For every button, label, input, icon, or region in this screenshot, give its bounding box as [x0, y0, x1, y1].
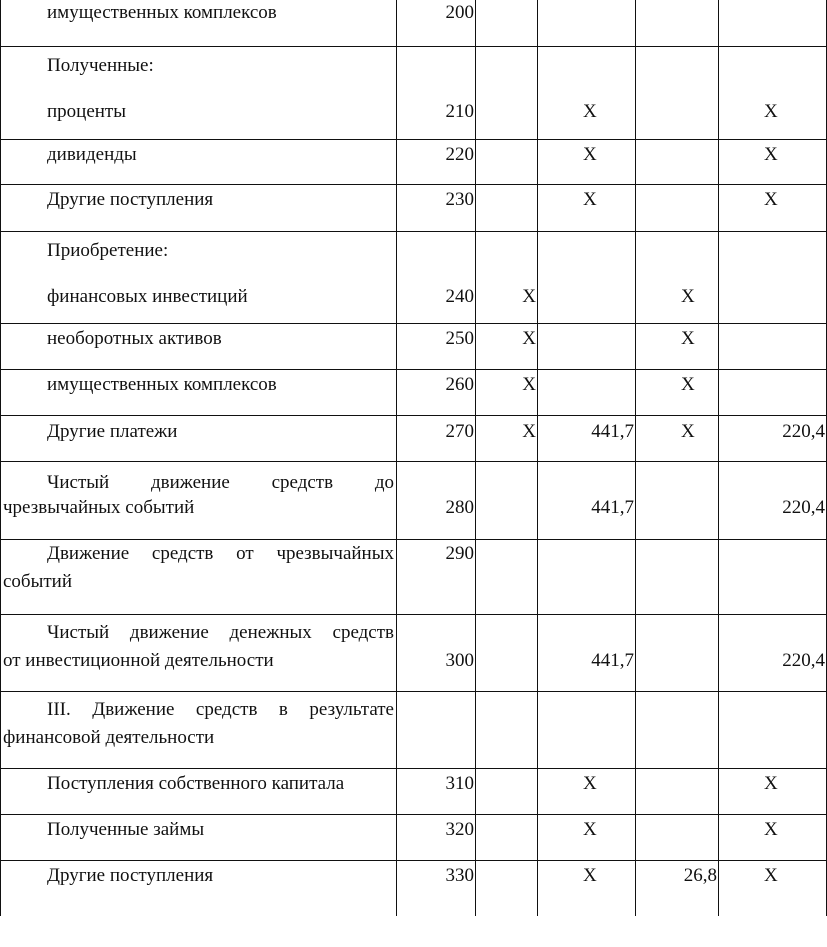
value-cell [719, 861, 827, 916]
row-label: Другие поступления [47, 189, 214, 210]
value-cell [538, 615, 636, 692]
row-code: 230 [445, 189, 474, 210]
row-label: финансовых инвестиций [47, 286, 248, 307]
value-cell [636, 324, 719, 370]
x-mark: X [681, 328, 695, 349]
row-code: 320 [445, 819, 474, 840]
value-cell [538, 324, 636, 370]
table-row [1, 324, 827, 370]
value-cell [538, 416, 636, 462]
x-mark: X [583, 819, 597, 840]
row-label-cell [1, 861, 397, 916]
row-label: имущественных комплексов [47, 2, 277, 23]
value-cell [636, 861, 719, 916]
value-cell [719, 815, 827, 861]
table-row [1, 540, 827, 615]
value-cell [538, 861, 636, 916]
value-cell [636, 416, 719, 462]
row-code-cell [397, 769, 476, 815]
value-cell [476, 769, 538, 815]
value-cell [719, 0, 827, 47]
table-row [1, 815, 827, 861]
value-cell [538, 47, 636, 140]
value-cell [538, 462, 636, 540]
value-cell [538, 0, 636, 47]
value-cell [476, 47, 538, 140]
table-row [1, 370, 827, 416]
amount-value: 220,4 [782, 421, 825, 442]
value-cell [476, 462, 538, 540]
row-label-cell [1, 185, 397, 232]
row-code-cell [397, 462, 476, 540]
row-label: Полученные: [47, 55, 154, 76]
value-cell [636, 47, 719, 140]
row-code-cell [397, 416, 476, 462]
value-cell [719, 324, 827, 370]
row-label-cell [1, 0, 397, 47]
value-cell [476, 615, 538, 692]
row-label: событий [3, 571, 73, 592]
amount-value: 441,7 [591, 650, 634, 671]
row-label-cell [1, 540, 397, 615]
row-label-cell [1, 232, 397, 324]
value-cell [538, 370, 636, 416]
row-code: 210 [445, 101, 474, 122]
row-label: Другие поступления [47, 865, 214, 886]
value-cell [636, 769, 719, 815]
x-mark: X [764, 865, 778, 886]
value-cell [636, 815, 719, 861]
row-code: 290 [445, 543, 474, 564]
row-code-cell [397, 692, 476, 769]
value-cell [636, 370, 719, 416]
table-row [1, 416, 827, 462]
x-mark: X [583, 101, 597, 122]
row-code-cell [397, 0, 476, 47]
row-code-cell [397, 370, 476, 416]
row-label: Полученные займы [47, 819, 205, 840]
x-mark: X [681, 286, 695, 307]
row-code: 300 [445, 650, 474, 671]
row-code-cell [397, 815, 476, 861]
value-cell [538, 769, 636, 815]
value-cell [476, 815, 538, 861]
x-mark: X [522, 328, 536, 349]
value-cell [476, 861, 538, 916]
value-cell [476, 185, 538, 232]
table-row [1, 462, 827, 540]
value-cell [636, 692, 719, 769]
row-label-cell [1, 615, 397, 692]
row-code-cell [397, 47, 476, 140]
row-label: проценты [47, 101, 127, 122]
row-code: 330 [445, 865, 474, 886]
row-code-cell [397, 540, 476, 615]
x-mark: X [681, 421, 695, 442]
value-cell [719, 615, 827, 692]
x-mark: X [681, 374, 695, 395]
row-label: Поступления собственного капитала [47, 773, 345, 794]
value-cell [476, 540, 538, 615]
x-mark: X [583, 144, 597, 165]
table-row [1, 0, 827, 47]
value-cell [538, 185, 636, 232]
amount-value: 441,7 [591, 421, 634, 442]
value-cell [538, 232, 636, 324]
x-mark: X [764, 819, 778, 840]
row-label: Движение средств от чрезвычайных [47, 543, 394, 564]
row-code: 220 [445, 144, 474, 165]
x-mark: X [583, 189, 597, 210]
value-cell [476, 324, 538, 370]
section-heading-cell [1, 692, 397, 769]
value-cell [719, 416, 827, 462]
row-label-cell [1, 370, 397, 416]
row-label: чрезвычайных событий [3, 497, 195, 518]
table-row [1, 185, 827, 232]
x-mark: X [583, 773, 597, 794]
value-cell [476, 370, 538, 416]
row-code: 200 [445, 2, 474, 23]
value-cell [636, 140, 719, 185]
row-label: Приобретение: [47, 240, 169, 261]
x-mark: X [764, 773, 778, 794]
value-cell [538, 815, 636, 861]
x-mark: X [764, 144, 778, 165]
value-cell [538, 540, 636, 615]
row-code: 260 [445, 374, 474, 395]
row-label-cell [1, 47, 397, 140]
value-cell [636, 185, 719, 232]
row-label: дивиденды [47, 144, 137, 165]
amount-value: 26,8 [683, 865, 717, 886]
table-row [1, 140, 827, 185]
value-cell [719, 462, 827, 540]
x-mark: X [764, 189, 778, 210]
row-label: от инвестиционной деятельности [3, 650, 274, 671]
row-label: Другие платежи [47, 421, 178, 442]
table-row [1, 615, 827, 692]
value-cell [538, 692, 636, 769]
row-label: Чистый движение денежных средств [47, 622, 394, 643]
value-cell [636, 232, 719, 324]
value-cell [719, 370, 827, 416]
value-cell [719, 140, 827, 185]
value-cell [476, 232, 538, 324]
row-label-cell [1, 815, 397, 861]
value-cell [719, 185, 827, 232]
value-cell [636, 462, 719, 540]
value-cell [719, 769, 827, 815]
row-label-cell [1, 140, 397, 185]
section-heading: финансовой деятельности [3, 727, 215, 748]
row-code: 270 [445, 421, 474, 442]
value-cell [719, 232, 827, 324]
value-cell [476, 692, 538, 769]
value-cell [636, 0, 719, 47]
amount-value: 441,7 [591, 497, 634, 518]
value-cell [719, 540, 827, 615]
row-code: 250 [445, 328, 474, 349]
row-code: 310 [445, 773, 474, 794]
amount-value: 220,4 [782, 650, 825, 671]
row-label-cell [1, 769, 397, 815]
row-code-cell [397, 615, 476, 692]
row-code-cell [397, 140, 476, 185]
x-mark: X [583, 865, 597, 886]
x-mark: X [522, 286, 536, 307]
row-code-cell [397, 861, 476, 916]
value-cell [636, 615, 719, 692]
row-code: 240 [445, 286, 474, 307]
row-code-cell [397, 185, 476, 232]
value-cell [719, 47, 827, 140]
row-label-cell [1, 416, 397, 462]
value-cell [476, 0, 538, 47]
value-cell [636, 540, 719, 615]
row-code-cell [397, 324, 476, 370]
value-cell [476, 140, 538, 185]
row-code-cell [397, 232, 476, 324]
x-mark: X [764, 101, 778, 122]
row-label: Чистый движение средств до [47, 472, 394, 493]
amount-value: 220,4 [782, 497, 825, 518]
row-label-cell [1, 462, 397, 540]
x-mark: X [522, 421, 536, 442]
row-code: 280 [445, 497, 474, 518]
table-row [1, 692, 827, 769]
value-cell [476, 416, 538, 462]
value-cell [538, 140, 636, 185]
value-cell [719, 692, 827, 769]
row-label-cell [1, 324, 397, 370]
row-label: необоротных активов [47, 328, 222, 349]
table-row [1, 232, 827, 324]
row-label: имущественных комплексов [47, 374, 277, 395]
section-heading: III. Движение средств в результате [47, 699, 394, 720]
table-row [1, 769, 827, 815]
x-mark: X [522, 374, 536, 395]
table-row [1, 861, 827, 916]
table-row [1, 47, 827, 140]
